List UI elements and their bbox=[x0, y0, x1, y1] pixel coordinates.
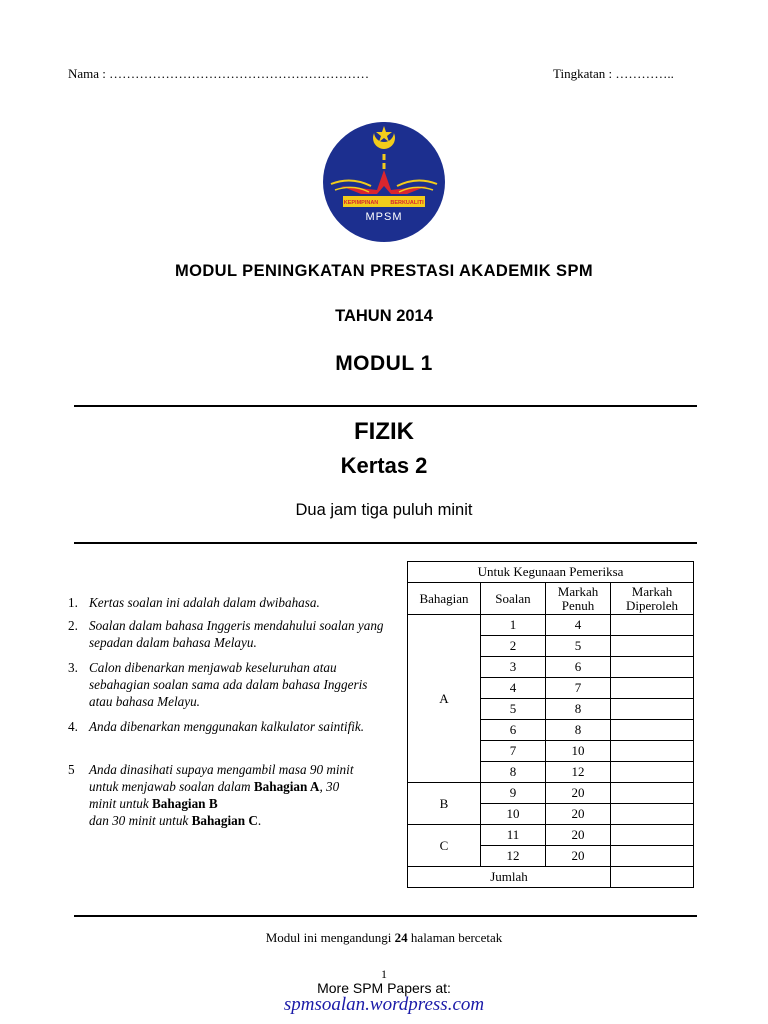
website-link[interactable]: spmsoalan.wordpress.com bbox=[283, 994, 485, 1015]
instruction-item bbox=[68, 761, 368, 829]
soalan-cell: 3 bbox=[481, 657, 546, 678]
markah-penuh-cell: 6 bbox=[546, 657, 611, 678]
mpsm-logo bbox=[321, 120, 447, 244]
instruction-item bbox=[68, 617, 388, 651]
section-b-cell: B bbox=[408, 783, 481, 825]
module-number-title: MODUL 1 bbox=[335, 352, 433, 375]
header-soalan: Soalan bbox=[481, 583, 546, 615]
instruction-text: Kertas soalan ini adalah dalam dwibahasa. bbox=[89, 595, 320, 610]
markah-penuh-cell: 20 bbox=[546, 846, 611, 867]
section-a-cell: A bbox=[408, 615, 481, 783]
soalan-cell: 6 bbox=[481, 720, 546, 741]
markah-diperoleh-cell[interactable] bbox=[611, 741, 694, 762]
markah-diperoleh-cell[interactable] bbox=[611, 657, 694, 678]
page-count-note: Modul ini mengandungi 24 halaman bercetak bbox=[265, 930, 503, 945]
markah-diperoleh-cell[interactable] bbox=[611, 846, 694, 867]
logo-acronym: MPSM bbox=[365, 211, 403, 223]
markah-diperoleh-cell[interactable] bbox=[611, 783, 694, 804]
soalan-cell: 7 bbox=[481, 741, 546, 762]
markah-penuh-cell: 5 bbox=[546, 636, 611, 657]
soalan-cell: 2 bbox=[481, 636, 546, 657]
instruction-text: Anda dibenarkan menggunakan kalkulator saintifik. bbox=[89, 719, 365, 734]
markah-diperoleh-cell[interactable] bbox=[611, 720, 694, 741]
markah-penuh-cell: 20 bbox=[546, 804, 611, 825]
markah-diperoleh-cell[interactable] bbox=[611, 825, 694, 846]
markah-penuh-cell: 4 bbox=[546, 615, 611, 636]
markah-penuh-cell: 20 bbox=[546, 825, 611, 846]
table-row bbox=[408, 783, 694, 804]
markah-diperoleh-cell[interactable] bbox=[611, 804, 694, 825]
soalan-cell: 12 bbox=[481, 846, 546, 867]
instruction-text: Calon dibenarkan menjawab keseluruhan atau sebahagian soalan sama ada dalam bahasa Inggeris atau bahasa Melayu. bbox=[89, 660, 368, 709]
paper-title: Kertas 2 bbox=[340, 453, 428, 478]
instruction-item bbox=[68, 718, 368, 735]
middle-divider bbox=[74, 542, 697, 544]
markah-diperoleh-cell[interactable] bbox=[611, 678, 694, 699]
header-markah-penuh: Markah Penuh bbox=[546, 583, 611, 615]
instruction-number: 4. bbox=[68, 719, 78, 734]
duration-text: Dua jam tiga puluh minit bbox=[295, 501, 473, 519]
crescent-star-icon bbox=[373, 122, 395, 149]
jumlah-value-cell[interactable] bbox=[611, 867, 694, 888]
soalan-cell: 4 bbox=[481, 678, 546, 699]
markah-diperoleh-cell[interactable] bbox=[611, 615, 694, 636]
section-c-cell: C bbox=[408, 825, 481, 867]
soalan-cell: 1 bbox=[481, 615, 546, 636]
instruction-number: 3. bbox=[68, 660, 78, 675]
instruction-number: 1. bbox=[68, 595, 78, 610]
table-row bbox=[408, 615, 694, 636]
nama-field: Nama : …………………………………………………… bbox=[68, 66, 370, 81]
tingkatan-field: Tingkatan : ………….. bbox=[553, 66, 674, 81]
module-program-title: MODUL PENINGKATAN PRESTASI AKADEMIK SPM bbox=[174, 262, 594, 280]
banner-left-text: KEPIMPINAN bbox=[343, 200, 379, 206]
subject-title: FIZIK bbox=[354, 418, 414, 445]
soalan-cell: 10 bbox=[481, 804, 546, 825]
table-caption: Untuk Kegunaan Pemeriksa bbox=[408, 562, 694, 583]
table-row bbox=[408, 825, 694, 846]
jumlah-label: Jumlah bbox=[408, 867, 611, 888]
markah-penuh-cell: 20 bbox=[546, 783, 611, 804]
markah-diperoleh-cell[interactable] bbox=[611, 762, 694, 783]
markah-penuh-cell: 12 bbox=[546, 762, 611, 783]
markah-penuh-cell: 10 bbox=[546, 741, 611, 762]
header-markah-diperoleh: Markah Diperoleh bbox=[611, 583, 694, 615]
page-number: 1 bbox=[381, 967, 387, 981]
more-papers-text: More SPM Papers at: bbox=[317, 980, 451, 996]
instruction-number: 5 bbox=[68, 762, 75, 777]
bottom-divider bbox=[74, 915, 697, 917]
markah-penuh-cell: 8 bbox=[546, 699, 611, 720]
soalan-cell: 11 bbox=[481, 825, 546, 846]
header-bahagian: Bahagian bbox=[408, 583, 481, 615]
markah-diperoleh-cell[interactable] bbox=[611, 636, 694, 657]
markah-penuh-cell: 8 bbox=[546, 720, 611, 741]
banner-right-text: BERKUALITI bbox=[390, 200, 424, 206]
instruction-text: Soalan dalam bahasa Inggeris mendahului soalan yang sepadan dalam bahasa Melayu. bbox=[89, 618, 384, 650]
year-title: TAHUN 2014 bbox=[335, 307, 433, 325]
instruction-item bbox=[68, 594, 398, 611]
soalan-cell: 9 bbox=[481, 783, 546, 804]
examiner-table bbox=[407, 561, 694, 888]
table-row bbox=[408, 867, 694, 888]
soalan-cell: 8 bbox=[481, 762, 546, 783]
instruction-number: 2. bbox=[68, 618, 78, 633]
instruction-item bbox=[68, 659, 388, 710]
top-divider bbox=[74, 405, 697, 407]
markah-diperoleh-cell[interactable] bbox=[611, 699, 694, 720]
markah-penuh-cell: 7 bbox=[546, 678, 611, 699]
soalan-cell: 5 bbox=[481, 699, 546, 720]
instruction-text: Anda dinasihati supaya mengambil masa 90 minit untuk menjawab soalan dalam Bahagian A, 30 minit untuk Bahagian B dan 30 minit untuk Bahagian C. bbox=[89, 762, 354, 828]
